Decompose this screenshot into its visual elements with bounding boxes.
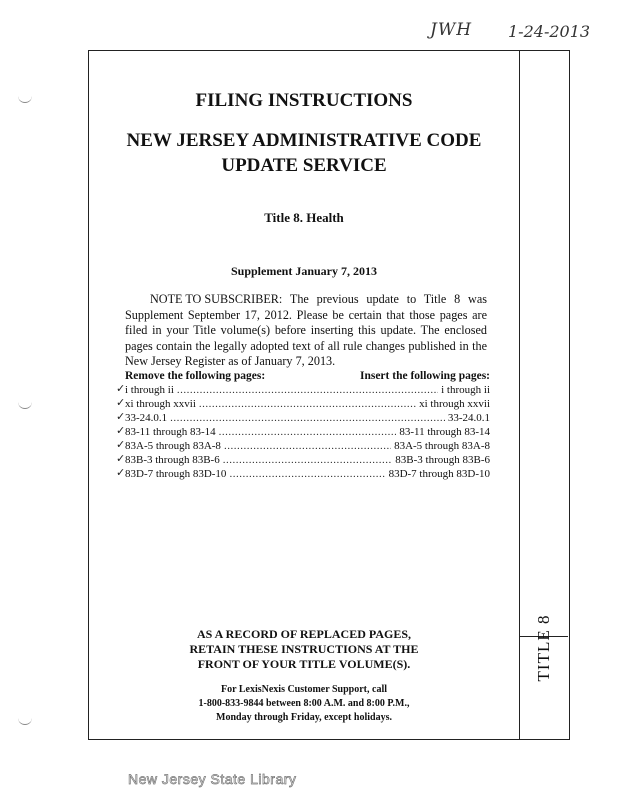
note-body: The previous update to Title 8 was Supplement September 17, 2012. Please be certain that those pages are filed in your Title volume(s) before inserting this update. The enclosed pages contain the legally adopted text of all rule changes published in the New Jersey Register as of January 7, 2013. xyxy=(125,292,487,368)
insert-pages: 33-24.0.1 xyxy=(447,412,490,424)
checkmark-icon: ✓ xyxy=(116,425,126,437)
library-stamp: New Jersey State Library xyxy=(128,771,297,787)
insert-pages: 83D-7 through 83D-10 xyxy=(388,468,490,480)
pages-table xyxy=(116,383,490,481)
table-row xyxy=(116,467,490,481)
title-line: Title 8. Health xyxy=(264,210,344,225)
insert-pages: 83-11 through 83-14 xyxy=(399,426,490,438)
insert-pages: 83B-3 through 83B-6 xyxy=(395,454,490,466)
pages-table-header xyxy=(125,370,490,382)
leader-dots xyxy=(219,425,397,439)
checkmark-icon: ✓ xyxy=(116,453,126,465)
record-line: FRONT OF YOUR TITLE VOLUME(S). xyxy=(197,657,411,671)
customer-support-info xyxy=(88,683,520,725)
margin-mark xyxy=(18,714,32,725)
remove-pages: 33-24.0.1 xyxy=(125,412,168,424)
leader-dots xyxy=(177,383,438,397)
checkmark-icon: ✓ xyxy=(116,467,126,479)
margin-mark xyxy=(18,92,32,103)
table-row xyxy=(116,453,490,467)
leader-dots xyxy=(170,411,445,425)
filing-instructions-heading: FILING INSTRUCTIONS xyxy=(195,90,413,111)
insert-header: Insert the following pages: xyxy=(359,370,490,382)
remove-pages: 83B-3 through 83B-6 xyxy=(125,454,220,466)
remove-pages: 83D-7 through 83D-10 xyxy=(125,468,227,480)
checkmark-icon: ✓ xyxy=(116,383,126,395)
leader-dots xyxy=(224,439,391,453)
insert-pages: 83A-5 through 83A-8 xyxy=(394,440,490,452)
subscriber-note xyxy=(125,292,487,370)
record-line: RETAIN THESE INSTRUCTIONS AT THE xyxy=(189,642,419,656)
table-row xyxy=(116,425,490,439)
remove-pages: xi through xxvii xyxy=(125,398,196,410)
handwritten-date: 1-24-2013 xyxy=(508,22,591,41)
insert-pages: xi through xxvii xyxy=(419,398,490,410)
record-line: AS A RECORD OF REPLACED PAGES, xyxy=(196,627,412,641)
leader-dots xyxy=(229,467,385,481)
record-notice xyxy=(88,627,520,672)
leader-dots xyxy=(223,453,393,467)
supplement-line: Supplement January 7, 2013 xyxy=(230,264,378,278)
remove-header: Remove the following pages: xyxy=(125,370,266,382)
table-row xyxy=(116,397,490,411)
checkmark-icon: ✓ xyxy=(116,411,126,423)
side-title-label: TITLE 8 xyxy=(534,614,553,682)
leader-dots xyxy=(199,397,416,411)
note-lead: NOTE TO SUBSCRIBER: xyxy=(150,292,283,306)
insert-pages: i through ii xyxy=(441,384,490,396)
remove-pages: 83A-5 through 83A-8 xyxy=(125,440,221,452)
contact-line: 1-800-833-9844 between 8:00 A.M. and 8:00 P.M., xyxy=(198,698,410,709)
contact-line: For LexisNexis Customer Support, call xyxy=(220,684,387,695)
code-title-heading: NEW JERSEY ADMINISTRATIVE CODE xyxy=(126,130,482,151)
handwritten-initials: JWH xyxy=(430,20,473,40)
remove-pages: i through ii xyxy=(125,384,174,396)
table-row xyxy=(116,383,490,397)
update-service-heading: UPDATE SERVICE xyxy=(221,155,387,176)
remove-pages: 83-11 through 83-14 xyxy=(125,426,216,438)
margin-mark xyxy=(18,398,32,409)
checkmark-icon: ✓ xyxy=(116,397,126,409)
table-row xyxy=(116,411,490,425)
contact-line: Monday through Friday, except holidays. xyxy=(216,712,392,723)
checkmark-icon: ✓ xyxy=(116,439,126,451)
table-row xyxy=(116,439,490,453)
